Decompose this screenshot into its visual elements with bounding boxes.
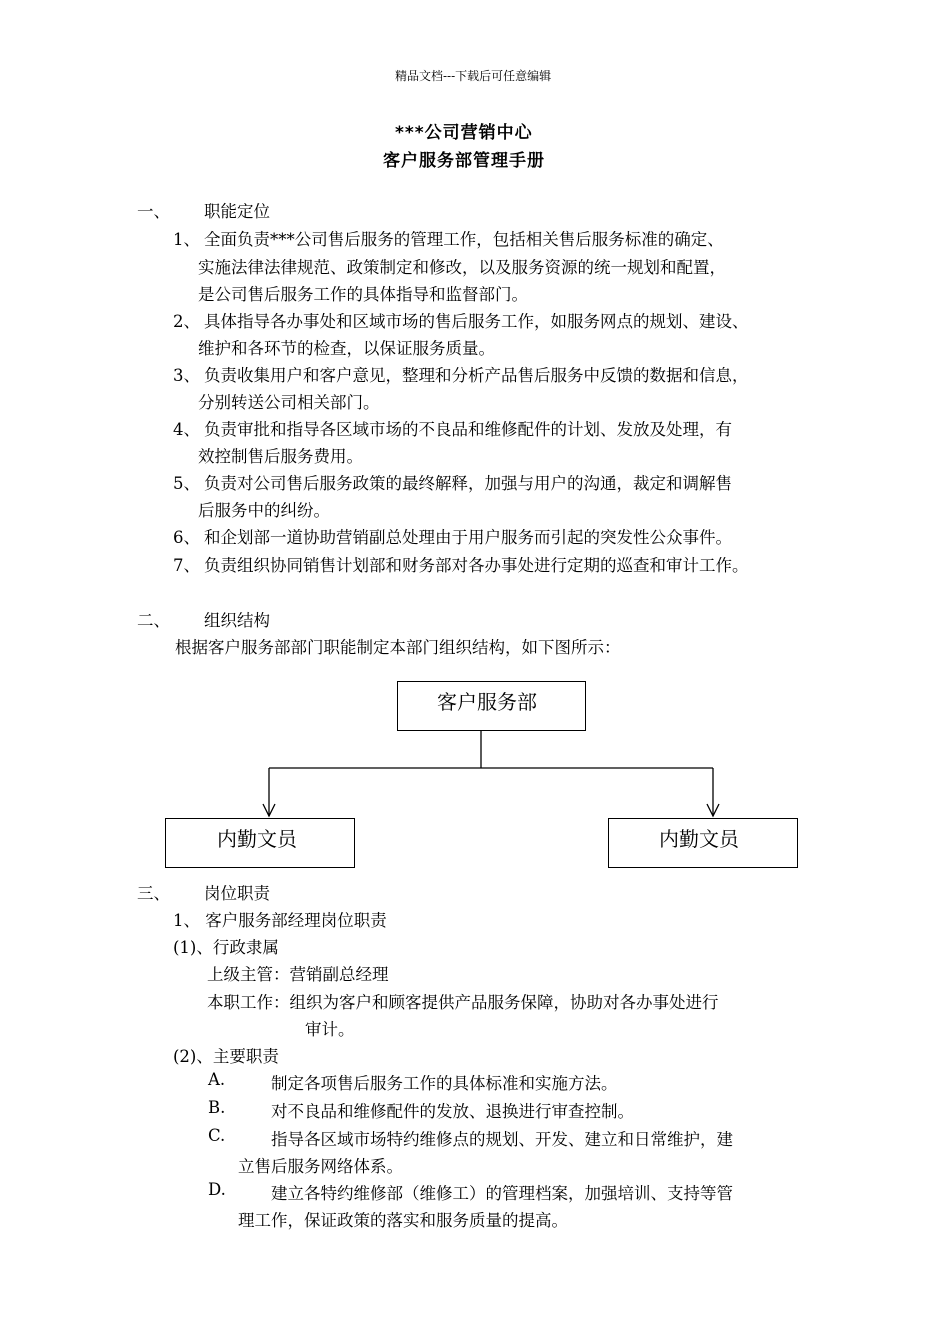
item-line: 全面负责***公司售后服务的管理工作，包括相关售后服务标准的确定、 [204, 230, 724, 249]
title-line-2: 客户服务部管理手册 [383, 151, 545, 171]
item-number: 4、 [173, 420, 200, 439]
duty-line: 制定各项售后服务工作的具体标准和实施方法。 [271, 1074, 618, 1093]
org-top-label: 客户服务部 [437, 690, 537, 714]
section3-sub1: 1、 客户服务部经理岗位职责 [173, 911, 387, 930]
item-line: 负责组织协同销售计划部和财务部对各办事处进行定期的巡查和审计工作。 [204, 556, 749, 575]
org-right-label: 内勤文员 [659, 827, 739, 851]
item-line: 维护和各环节的检查，以保证服务质量。 [198, 339, 495, 358]
item-line: 负责对公司售后服务政策的最终解释，加强与用户的沟通，裁定和调解售 [204, 474, 732, 493]
item-line: 分别转送公司相关部门。 [198, 393, 380, 412]
page-header: 精品文档---下载后可任意编辑 [395, 69, 552, 83]
org-left-label: 内勤文员 [217, 827, 297, 851]
work-line-2: 审计。 [305, 1020, 355, 1039]
duty-line: 理工作，保证政策的落实和服务质量的提高。 [238, 1211, 568, 1230]
superior-line: 上级主管：营销副总经理 [207, 965, 389, 984]
admin-heading: (1)、行政隶属 [173, 938, 279, 957]
item-number: 1、 [173, 230, 200, 249]
item-line: 和企划部一道协助营销副总处理由于用户服务而引起的突发性公众事件。 [204, 528, 732, 547]
item-line: 实施法律法律规范、政策制定和修改，以及服务资源的统一规划和配置， [198, 258, 726, 277]
duty-letter: D. [208, 1180, 226, 1199]
item-number: 7、 [173, 556, 200, 575]
section3-heading: 岗位职责 [204, 884, 270, 903]
title-line-1: ***公司营销中心 [395, 123, 533, 143]
item-line: 后服务中的纠纷。 [198, 501, 330, 520]
item-number: 3、 [173, 366, 200, 385]
duty-line: 建立各特约维修部（维修工）的管理档案，加强培训、支持等管 [271, 1184, 733, 1203]
duty-line: 指导各区域市场特约维修点的规划、开发、建立和日常维护，建 [271, 1130, 733, 1149]
work-line-1: 本职工作：组织为客户和顾客提供产品服务保障，协助对各办事处进行 [207, 993, 719, 1012]
section2-intro: 根据客户服务部部门职能制定本部门组织结构，如下图所示： [175, 638, 621, 657]
duty-line: 立售后服务网络体系。 [238, 1157, 403, 1176]
item-number: 6、 [173, 528, 200, 547]
section3-number: 三、 [137, 884, 170, 903]
duty-letter: A. [208, 1070, 226, 1089]
item-number: 2、 [173, 312, 200, 331]
item-line: 是公司售后服务工作的具体指导和监督部门。 [198, 285, 528, 304]
item-line: 具体指导各办事处和区域市场的售后服务工作，如服务网点的规划、建设、 [204, 312, 749, 331]
duty-letter: B. [208, 1098, 226, 1117]
duty-letter: C. [208, 1126, 226, 1145]
item-line: 负责收集用户和客户意见，整理和分析产品售后服务中反馈的数据和信息， [204, 366, 749, 385]
duty-line: 对不良品和维修配件的发放、退换进行审查控制。 [271, 1102, 634, 1121]
duties-heading: (2)、主要职责 [173, 1047, 279, 1066]
item-line: 负责审批和指导各区域市场的不良品和维修配件的计划、发放及处理，有 [204, 420, 732, 439]
section2-number: 二、 [137, 611, 170, 630]
section2-heading: 组织结构 [204, 611, 270, 630]
item-line: 效控制售后服务费用。 [198, 447, 363, 466]
item-number: 5、 [173, 474, 200, 493]
section1-number: 一、 [137, 202, 170, 221]
section1-heading: 职能定位 [204, 202, 270, 221]
